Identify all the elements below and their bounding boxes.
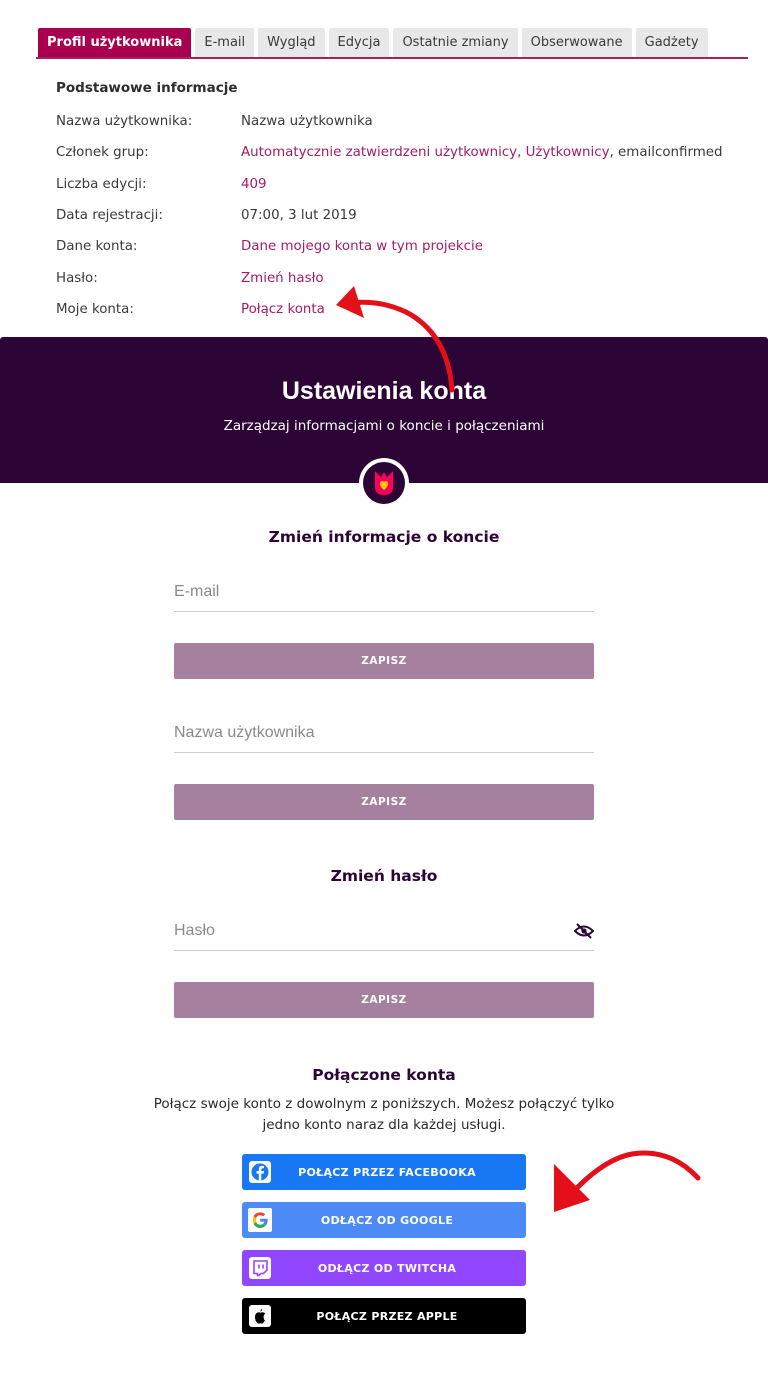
save-username-button[interactable]: ZAPISZ — [174, 784, 594, 820]
fandom-flame-logo-icon — [359, 458, 409, 508]
change-password-title: Zmień hasło — [330, 867, 438, 885]
info-row-password — [56, 262, 746, 293]
info-value: Nazwa użytkownika — [241, 114, 373, 130]
info-label: Moje konta: — [56, 301, 134, 317]
tab-ostatnie-zmiany[interactable]: Ostatnie zmiany — [393, 28, 517, 57]
groups-link[interactable]: Automatycznie zatwierdzeni użytkownicy, Użytkownicy — [241, 145, 610, 161]
change-account-info-title: Zmień informacje o koncie — [268, 528, 500, 546]
info-label: Dane konta: — [56, 239, 138, 255]
info-label: Liczba edycji: — [56, 176, 147, 192]
eye-slash-icon[interactable] — [574, 923, 594, 939]
info-row-username — [56, 106, 746, 137]
connect-apple-button[interactable] — [242, 1298, 526, 1334]
connect-facebook-button[interactable] — [242, 1154, 526, 1190]
info-label: Hasło: — [56, 270, 98, 286]
info-row-registration — [56, 200, 746, 231]
connect-accounts-link[interactable]: Połącz konta — [241, 301, 325, 317]
section-heading: Podstawowe informacje — [56, 80, 238, 96]
info-row-edit-count — [56, 169, 746, 200]
facebook-icon — [242, 1154, 278, 1190]
save-email-button[interactable]: ZAPISZ — [174, 643, 594, 679]
connected-accounts-title: Połączone konta — [312, 1066, 456, 1084]
facebook-button-label: POŁĄCZ PRZEZ FACEBOOKA — [298, 1165, 476, 1179]
email-field — [174, 574, 594, 612]
google-icon — [242, 1202, 278, 1238]
twitch-icon — [242, 1250, 278, 1286]
page-subtitle: Zarządzaj informacjami o koncie i połączeniami — [223, 418, 545, 434]
info-row-my-accounts — [56, 294, 746, 325]
info-row-account-data — [56, 231, 746, 262]
tab-profil-uzytkownika[interactable]: Profil użytkownika — [38, 28, 191, 57]
tab-gadzety[interactable]: Gadżety — [636, 28, 708, 57]
apple-icon — [242, 1298, 278, 1334]
info-value — [241, 145, 723, 160]
info-label: Nazwa użytkownika: — [56, 114, 193, 130]
groups-suffix: , emailconfirmed — [609, 145, 723, 161]
connected-accounts-description: Połącz swoje konto z dowolnym z poniższych. Możesz połączyć tylko jedno konto naraz dla każdej usługi. — [153, 1096, 615, 1133]
twitch-button-label: ODŁĄCZ OD TWITCHA — [317, 1261, 457, 1275]
preferences-tabs — [36, 28, 748, 59]
tab-wyglad[interactable]: Wygląd — [258, 28, 324, 57]
basic-info-section — [56, 80, 746, 325]
password-field — [174, 913, 594, 951]
email-input[interactable] — [174, 574, 594, 610]
tab-e-mail[interactable]: E-mail — [195, 28, 254, 57]
save-password-button[interactable]: ZAPISZ — [174, 982, 594, 1018]
username-field — [174, 715, 594, 753]
google-button-label: ODŁĄCZ OD GOOGLE — [320, 1213, 454, 1227]
page-title: Ustawienia konta — [281, 377, 487, 405]
info-label: Data rejestracji: — [56, 208, 163, 224]
apple-button-label: POŁĄCZ PRZEZ APPLE — [316, 1309, 458, 1323]
tab-obserwowane[interactable]: Obserwowane — [522, 28, 632, 57]
disconnect-twitch-button[interactable] — [242, 1250, 526, 1286]
username-input[interactable] — [174, 715, 594, 751]
info-value: 07:00, 3 lut 2019 — [241, 208, 357, 224]
change-password-link[interactable]: Zmień hasło — [241, 270, 324, 286]
red-arrow-annotation-icon — [544, 1146, 706, 1218]
account-data-link[interactable]: Dane mojego konta w tym projekcie — [241, 239, 483, 255]
password-input[interactable] — [174, 913, 594, 949]
info-row-groups — [56, 137, 746, 168]
info-label: Członek grup: — [56, 145, 149, 161]
edit-count-link[interactable]: 409 — [241, 176, 267, 192]
tab-edycja[interactable]: Edycja — [329, 28, 390, 57]
disconnect-google-button[interactable] — [242, 1202, 526, 1238]
